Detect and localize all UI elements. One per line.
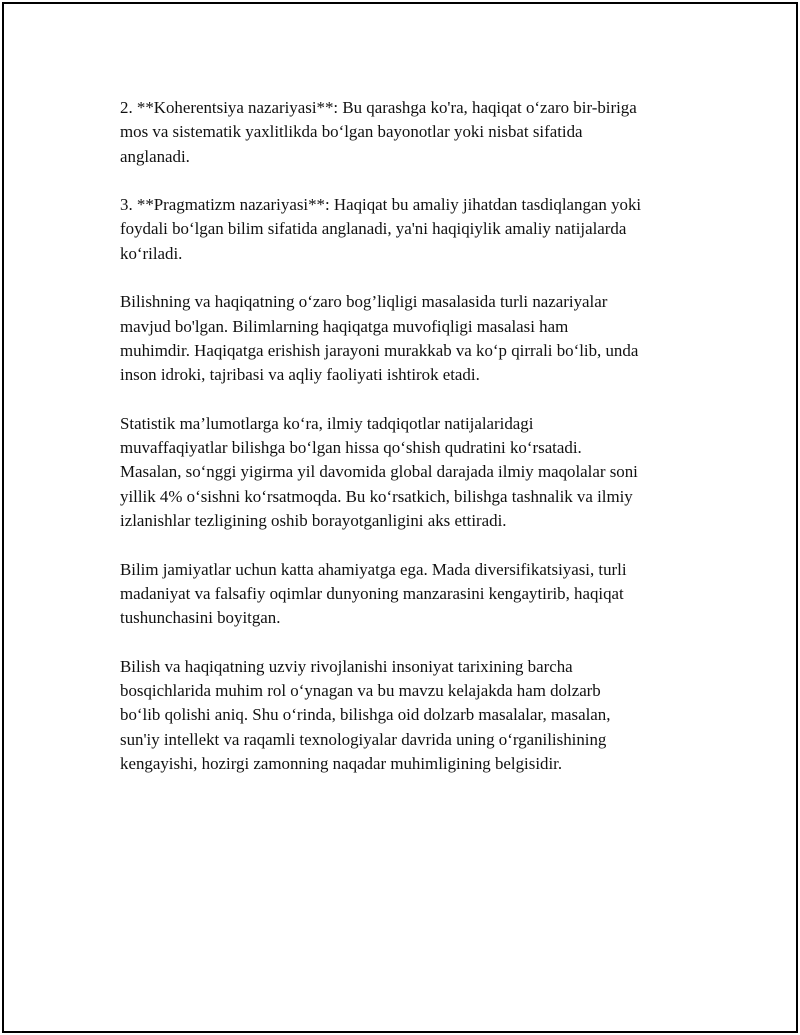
text-line: sun'iy intellekt va raqamli texnologiyalar davrida uning o‘rganilishining [120, 729, 607, 749]
text-line: yillik 4% o‘sishni ko‘rsatmoqda. Bu ko‘rsatkich, bilishga tashnalik va ilmiy [120, 486, 633, 506]
text-line: Statistik ma’lumotlarga ko‘ra, ilmiy tadqiqotlar natijalaridagi [120, 413, 534, 433]
document-body [120, 96, 700, 801]
text-line: muvaffaqiyatlar bilishga bo‘lgan hissa qo‘shish qudratini ko‘rsatadi. [120, 438, 582, 458]
paragraph-pragmatism-theory [120, 193, 700, 266]
paragraph-coherence-theory [120, 96, 700, 169]
text-line: mavjud bo'lgan. Bilimlarning haqiqatga muvofiqligi masalasi ham [120, 316, 569, 336]
text-line: inson idroki, tajribasi va aqliy faoliyati ishtirok etadi. [120, 365, 480, 385]
text-line: madaniyat va falsafiy oqimlar dunyoning manzarasini kengaytirib, haqiqat [120, 583, 624, 603]
text-line: Bilim jamiyatlar uchun katta ahamiyatga ega. Mada diversifikatsiyasi, turli [120, 559, 627, 579]
text-line: 3. **Pragmatizm nazariyasi**: Haqiqat bu amaliy jihatdan tasdiqlangan yoki [120, 195, 642, 215]
text-line: mos va sistematik yaxlitlikda bo‘lgan bayonotlar yoki nisbat sifatida [120, 122, 583, 142]
text-line: tushunchasini boyitgan. [120, 608, 281, 628]
text-line: Bilish va haqiqatning uzviy rivojlanishi insoniyat tarixining barcha [120, 656, 573, 676]
text-line: bosqichlarida muhim rol o‘ynagan va bu mavzu kelajakda ham dolzarb [120, 681, 601, 701]
text-line: Bilishning va haqiqatning o‘zaro bog’liqligi masalasida turli nazariyalar [120, 292, 608, 312]
text-line: ko‘riladi. [120, 243, 183, 263]
page-frame [2, 2, 798, 1033]
text-line: muhimdir. Haqiqatga erishish jarayoni murakkab va ko‘p qirrali bo‘lib, unda [120, 340, 639, 360]
text-line: 2. **Koherentsiya nazariyasi**: Bu qarashga ko'ra, haqiqat o‘zaro bir-biriga [120, 98, 637, 117]
paragraph-statistics [120, 412, 700, 533]
text-line: Masalan, so‘nggi yigirma yil davomida global darajada ilmiy maqolalar soni [120, 462, 638, 482]
paragraph-knowledge-truth-relation [120, 290, 700, 387]
text-line: anglanadi. [120, 146, 190, 166]
text-line: izlanishlar tezligining oshib borayotganligini aks ettiradi. [120, 511, 507, 531]
paragraph-knowledge-society [120, 558, 700, 631]
text-line: kengayishi, hozirgi zamonning naqadar muhimligining belgisidir. [120, 754, 563, 774]
text-line: foydali bo‘lgan bilim sifatida anglanadi, ya'ni haqiqiylik amaliy natijalarda [120, 219, 627, 239]
text-line: bo‘lib qolishi aniq. Shu o‘rinda, bilishga oid dolzarb masalalar, masalan, [120, 705, 611, 725]
paragraph-conclusion [120, 655, 700, 776]
